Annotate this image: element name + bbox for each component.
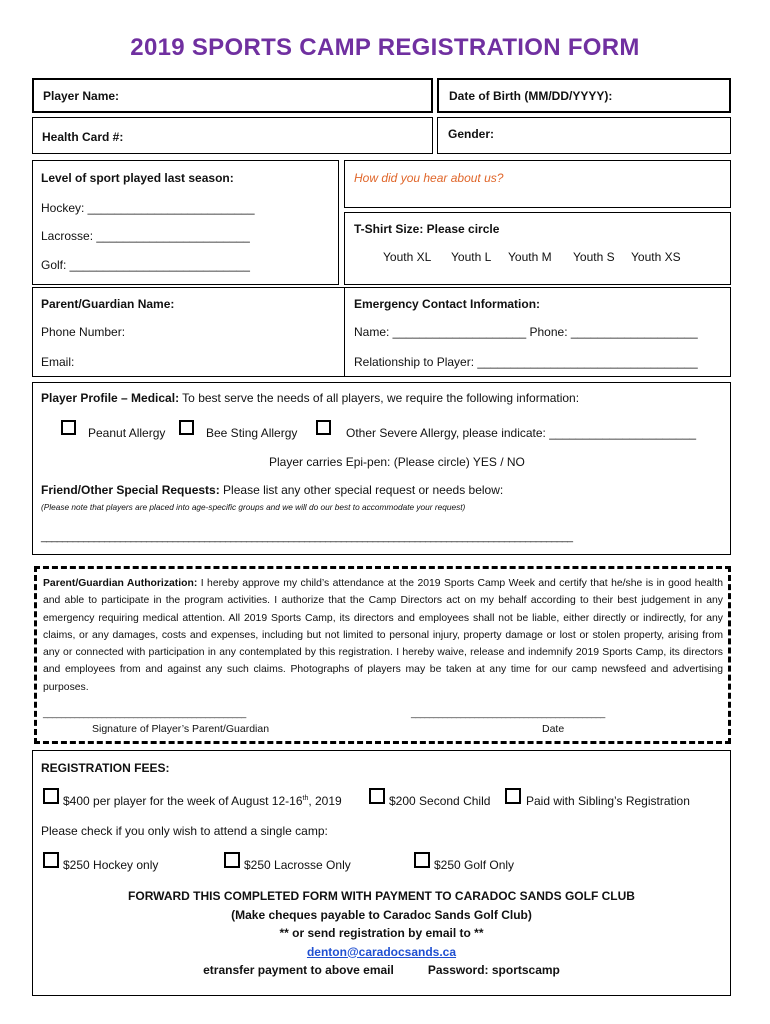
hockey-only-label: $250 Hockey only [63,858,159,872]
lacrosse-field[interactable]: Lacrosse: _______________________ [41,229,250,243]
golf-only-label: $250 Golf Only [434,858,515,872]
parent-block [32,287,731,377]
emergency-name-phone[interactable]: Name: ____________________ Phone: ___________________ [354,325,698,339]
date-label: Date [542,723,565,735]
signature-line[interactable]: _____________________________________________ [43,708,246,718]
health-card-field[interactable] [32,117,433,154]
sport-level-box [32,160,339,285]
hear-about-label: How did you hear about us? [354,171,504,185]
medical-heading: Player Profile – Medical: To best serve the needs of all players, we require the following information: [41,391,580,405]
other-allergy-checkbox[interactable] [316,420,331,435]
cheques-instruction: (Make cheques payable to Caradoc Sands Golf Club) [231,907,532,922]
authorization-text: Parent/Guardian Authorization: I hereby approve my child’s attendance at the 2019 Sports Camp Week and certify that he/she is in good health and able to participate in the program activities. I authorize that the Camp Directors act on my behalf according to their best judgement in any emergency requiring medical attention. All 2019 Sports Camp, its directors and employees shall not be liable, either directly or indirectly, for any claims, or any damages, costs and expenses, including but not limited to personal injury, property damage or lost or stolen property, arising from any or connected with participation in any contemplated by this registration. I hereby waive, release and indemnify 2019 Sports Camp, its directors and employees from and against any such claims. Photographs of players may be taken at any time for our camp newsfeed and advertising purposes. [43,578,723,693]
lacrosse-only-label: $250 Lacrosse Only [244,858,351,872]
email-instruction: ** or send registration by email to ** [279,926,484,940]
password-note: Password: sportscamp [427,963,560,977]
gender-field[interactable] [437,117,731,154]
player-name-field[interactable] [32,78,433,113]
peanut-checkbox[interactable] [61,420,76,435]
dob-field[interactable] [437,78,731,113]
emergency-label: Emergency Contact Information: [354,297,541,311]
week-label: $400 per player for the week of August 12-16th, 2019 [63,794,342,808]
tshirt-size-s[interactable]: Youth S [573,250,615,264]
sibling-checkbox[interactable] [505,788,521,804]
other-allergy-label[interactable]: Other Severe Allergy, please indicate: ______________________ [346,426,697,440]
sibling-label: Paid with Sibling’s Registration [526,794,690,808]
hear-about-box[interactable] [344,160,731,208]
requests-note: (Please note that players are placed into age-specific groups and we will do our best to accommodate your request) [41,502,466,512]
tshirt-size-l[interactable]: Youth L [451,250,492,264]
peanut-label: Peanut Allergy [88,426,166,440]
week-checkbox[interactable] [43,788,59,804]
phone-label[interactable]: Phone Number: [41,325,126,339]
bee-label: Bee Sting Allergy [206,426,298,440]
tshirt-size-xl[interactable]: Youth XL [383,250,432,264]
page-title: 2019 SPORTS CAMP REGISTRATION FORM [130,34,640,61]
authorization-block [34,566,731,744]
email-label[interactable]: Email: [41,355,75,369]
tshirt-box [344,212,731,285]
second-child-checkbox[interactable] [369,788,385,804]
email-link[interactable]: denton@caradocsands.ca [306,944,457,959]
gender-label: Gender: [448,127,495,141]
medical-block [32,382,731,555]
single-camp-note: Please check if you only wish to attend a single camp: [41,824,328,838]
lacrosse-only-checkbox[interactable] [224,852,240,868]
signature-label: Signature of Player’s Parent/Guardian [92,723,270,735]
hockey-field[interactable]: Hockey: _________________________ [41,201,255,215]
epipen-label[interactable]: Player carries Epi-pen: (Please circle) YES / NO [269,455,525,469]
tshirt-label: T-Shirt Size: Please circle [354,222,500,236]
fees-heading: REGISTRATION FEES: [41,761,170,775]
requests-line[interactable]: _____________________________________________________________________________________________________ [41,531,573,543]
health-card-label: Health Card #: [42,130,124,144]
golf-field[interactable]: Golf: ___________________________ [41,258,250,272]
parent-name-label[interactable]: Parent/Guardian Name: [41,297,175,311]
fees-block [32,750,731,996]
forward-instruction: FORWARD THIS COMPLETED FORM WITH PAYMENT TO CARADOC SANDS GOLF CLUB [128,889,635,903]
second-child-label: $200 Second Child [389,794,491,808]
player-name-label: Player Name: [43,89,120,103]
date-line[interactable]: ___________________________________________ [411,708,605,718]
golf-only-checkbox[interactable] [414,852,430,868]
sport-level-label: Level of sport played last season: [41,171,234,185]
dob-label: Date of Birth (MM/DD/YYYY): [449,89,613,103]
etransfer-note: etransfer payment to above email [203,963,394,977]
hockey-only-checkbox[interactable] [43,852,59,868]
requests-heading: Friend/Other Special Requests: Please list any other special request or needs below: [41,483,504,497]
tshirt-size-xs[interactable]: Youth XS [631,250,681,264]
emergency-relationship[interactable]: Relationship to Player: _________________________________ [354,355,698,369]
tshirt-size-m[interactable]: Youth M [508,250,552,264]
bee-checkbox[interactable] [179,420,194,435]
